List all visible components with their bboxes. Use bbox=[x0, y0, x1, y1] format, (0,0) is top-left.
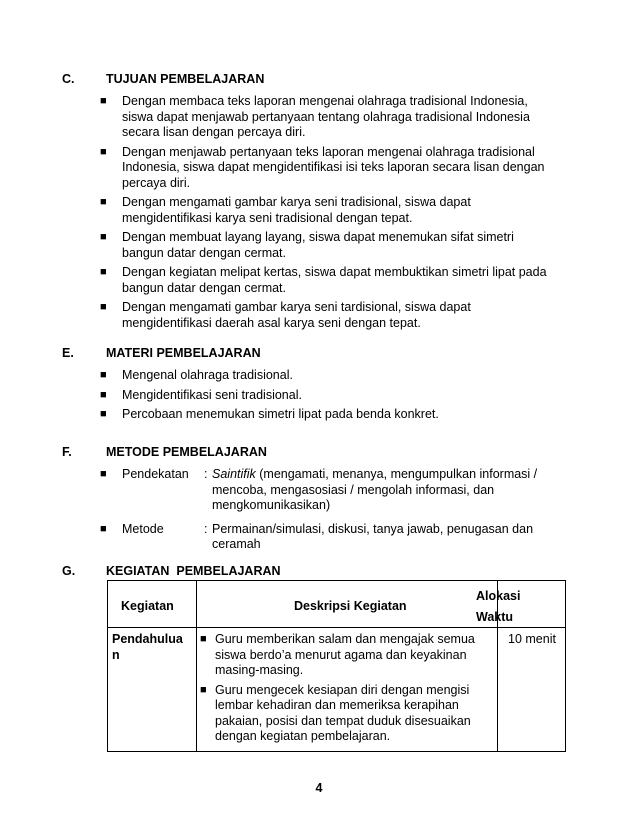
bullet-square-icon: ■ bbox=[200, 633, 207, 645]
section-letter: C. bbox=[62, 72, 75, 86]
section-letter: G. bbox=[62, 564, 76, 578]
list-item: ■ Dengan kegiatan melipat kertas, siswa dapat membuktikan simetri lipat pada bangun datar dengan cermat. bbox=[100, 265, 547, 295]
bullet-square-icon: ■ bbox=[100, 266, 107, 278]
page-number: 4 bbox=[315, 781, 323, 795]
bullet-square-icon: ■ bbox=[100, 522, 107, 535]
metode-text: Permainan/simulasi, diskusi, tanya jawab, penugasan dan ceramah bbox=[212, 521, 534, 551]
list-item: ■ Guru mengecek kesiapan diri dengan mengisi lembar kehadiran dan memeriksa kerapihan pakaian, posisi dan tempat duduk disesuaikan dengan kegiatan pembelajaran. bbox=[200, 682, 471, 743]
deskripsi-cell bbox=[197, 628, 498, 752]
section-letter: E. bbox=[62, 346, 74, 360]
kegiatan-table bbox=[107, 580, 566, 752]
section-title: MATERI PEMBELAJARAN bbox=[106, 346, 261, 360]
pendekatan-label: Pendekatan bbox=[122, 467, 189, 481]
bullet-square-icon: ■ bbox=[100, 231, 107, 243]
section-heading bbox=[62, 346, 572, 364]
list-item: ■ Percobaan menemukan simetri lipat pada benda konkret. bbox=[100, 407, 439, 421]
list-item: ■ Guru memberikan salam dan mengajak semua siswa berdo’a menurut agama dan keyakinan masing-masing. bbox=[200, 632, 475, 677]
section-tujuan bbox=[62, 72, 572, 331]
header-cell bbox=[476, 581, 566, 628]
section-title: TUJUAN PEMBELAJARAN bbox=[106, 72, 265, 86]
bullet-square-icon: ■ bbox=[100, 388, 107, 401]
header-deskripsi: Deskripsi Kegiatan bbox=[294, 599, 407, 613]
colon: : bbox=[204, 521, 208, 536]
metode-label: Metode bbox=[122, 521, 164, 536]
list-item: ■ Dengan mengamati gambar karya seni tardisional, siswa dapat mengidentifikasi daerah asal karya seni dengan tepat. bbox=[100, 300, 471, 330]
table-row bbox=[108, 628, 566, 752]
list-item: ■ Mengenal olahraga tradisional. bbox=[100, 368, 293, 382]
kegiatan-cell: Pendahulua n bbox=[108, 628, 197, 752]
header-cell bbox=[197, 581, 498, 628]
section-metode bbox=[62, 445, 572, 553]
pendekatan-row bbox=[62, 467, 552, 514]
header-kegiatan: Kegiatan bbox=[121, 599, 174, 613]
list-item: ■ Dengan mengamati gambar karya seni tradisional, siswa dapat mengidentifikasi karya seni tradisional dengan tepat. bbox=[100, 195, 471, 225]
pendekatan-text: (mengamati, menanya, mengumpulkan informasi / mencoba, mengasosiasi / mengolah informasi, dan mengkomunikasikan) bbox=[212, 467, 538, 512]
list-item: ■ Dengan menjawab pertanyaan teks laporan mengenai olahraga tradisional Indonesia, siswa dapat mengidentifikasi isi teks laporan secara lisan dengan percaya diri. bbox=[100, 144, 545, 190]
bullet-square-icon: ■ bbox=[100, 145, 107, 158]
header-waktu: Waktu bbox=[476, 610, 514, 624]
section-heading bbox=[62, 445, 572, 463]
list-item: ■ Dengan membaca teks laporan mengenai olahraga tradisional Indonesia, siswa dapat menjawab pertanyaan tentang olahraga tradisional Indonesia secara lisan dengan percaya diri. bbox=[100, 94, 530, 139]
pendekatan-term: Saintifik bbox=[212, 467, 256, 481]
bullet-square-icon: ■ bbox=[200, 683, 207, 696]
section-title: METODE PEMBELAJARAN bbox=[106, 445, 267, 459]
bullet-square-icon: ■ bbox=[100, 468, 107, 480]
header-cell bbox=[108, 581, 197, 628]
metode-row bbox=[62, 522, 552, 553]
bullet-square-icon: ■ bbox=[100, 301, 107, 313]
section-heading bbox=[62, 72, 572, 90]
table-header-row bbox=[108, 581, 566, 628]
header-alokasi: Alokasi bbox=[476, 589, 521, 603]
bullet-square-icon: ■ bbox=[100, 369, 107, 381]
waktu-cell: 10 menit bbox=[498, 628, 566, 752]
list-item: ■ Dengan membuat layang layang, siswa dapat menemukan sifat simetri bangun datar dengan cermat. bbox=[100, 230, 514, 260]
bullet-square-icon: ■ bbox=[100, 95, 107, 107]
bullet-square-icon: ■ bbox=[100, 196, 107, 208]
list-item: ■ Mengidentifikasi seni tradisional. bbox=[100, 387, 302, 402]
section-materi bbox=[62, 346, 572, 423]
bullet-square-icon: ■ bbox=[100, 408, 107, 420]
section-letter: F. bbox=[62, 445, 72, 459]
colon: : bbox=[204, 467, 208, 481]
section-title: KEGIATAN PEMBELAJARAN bbox=[106, 564, 281, 578]
